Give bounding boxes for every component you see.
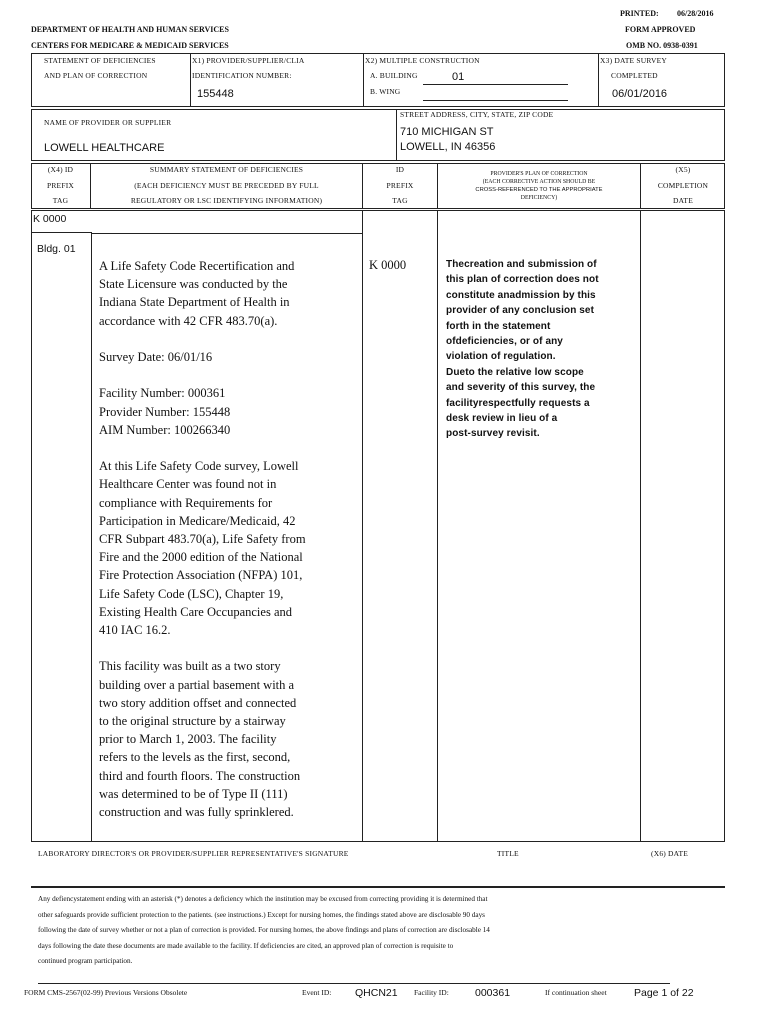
x2-label: X2) MULTIPLE CONSTRUCTION (365, 56, 480, 65)
plan-line: ofdeficiencies, or of any (446, 336, 563, 348)
plan-line: constitute anadmission by this (446, 289, 596, 301)
x3-label: X3) DATE SURVEY (600, 56, 667, 65)
id-prefix-label: PREFIX (386, 181, 414, 190)
summary-line: third and fourth floors. The construction (99, 768, 301, 783)
x5-completion-label: COMPLETION (657, 181, 709, 190)
plan-tag: K 0000 (369, 258, 407, 272)
plan-line: violation of regulation. (446, 351, 556, 363)
summary-statement (99, 257, 361, 821)
summary-line: Fire and the 2000 edition of the National (99, 550, 303, 565)
plan-sub-label-3: DEFICIENCY) (520, 195, 558, 201)
address-street: 710 MICHIGAN ST (400, 126, 494, 138)
summary-line: Participation in Medicare/Medicaid, 42 (99, 513, 296, 528)
facility-id-label: Facility ID: (414, 988, 449, 997)
summary-line: building over a partial basement with a (99, 677, 295, 692)
summary-line: AIM Number: 100266340 (99, 422, 231, 437)
summary-line: refers to the levels as the first, second, (99, 750, 291, 765)
disclaimer (38, 892, 718, 970)
plan-of-correction (446, 257, 638, 442)
plan-label: PROVIDER'S PLAN OF CORRECTION (490, 171, 588, 177)
provider-number: 155448 (197, 88, 234, 100)
x1-identification-label: IDENTIFICATION NUMBER: (192, 71, 292, 80)
wing-label: B. WING (370, 87, 401, 96)
x4-prefix-label: PREFIX (46, 181, 75, 190)
disclaimer-line: other safeguards provide sufficient protection to the patients. (see instructions.) Except for nursing homes, the findings stated above are disclosable 90 days (38, 910, 485, 919)
address-label: STREET ADDRESS, CITY, STATE, ZIP CODE (400, 110, 554, 119)
provider-name-label: NAME OF PROVIDER OR SUPPLIER (44, 118, 172, 127)
plan-line: desk review in lieu of a (446, 413, 558, 425)
building-value: 01 (452, 71, 465, 83)
summary-sub-label: (EACH DEFICIENCY MUST BE PRECEDED BY FULL (134, 181, 319, 190)
signature-label: LABORATORY DIRECTOR'S OR PROVIDER/SUPPLIER REPRESENTATIVE'S SIGNATURE (38, 849, 349, 858)
form-approved: FORM APPROVED (625, 25, 696, 34)
summary-line (99, 366, 361, 384)
plan-sub-label-2: CROSS-REFERENCED TO THE APPROPRIATE (475, 187, 603, 193)
summary-line: Provider Number: 155448 (99, 404, 231, 419)
summary-line: Survey Date: 06/01/16 (99, 350, 213, 365)
summary-line (99, 330, 361, 348)
page-number: Page 1 of 22 (634, 987, 694, 999)
summary-line: 410 IAC 16.2. (99, 623, 171, 638)
disclaimer-line: days following the date these documents are made available to the facility. If deficiencies are cited, an approved plan of correction is requisite to (38, 941, 454, 950)
form-number: FORM CMS-2567(02-99) Previous Versions Obsolete (24, 988, 188, 997)
summary-line (99, 639, 361, 657)
address-city: LOWELL, IN 46356 (400, 141, 496, 153)
summary-line (99, 439, 361, 457)
printed-label: PRINTED: (620, 9, 659, 18)
x3-completed-label: COMPLETED (611, 71, 658, 80)
provider-name: LOWELL HEALTHCARE (44, 142, 165, 154)
building-tag: Bldg. 01 (37, 243, 76, 255)
summary-line: This facility was built as a two story (99, 659, 281, 674)
summary-line: accordance with 42 CFR 483.70(a). (99, 313, 278, 328)
event-id-label: Event ID: (302, 988, 332, 997)
summary-line: Facility Number: 000361 (99, 386, 226, 401)
plan-line: forth in the statement (446, 320, 551, 332)
x5-label: (X5) (675, 165, 691, 174)
x4-label: (X4) ID (47, 165, 74, 174)
plan-correction-label: AND PLAN OF CORRECTION (44, 71, 148, 80)
summary-line: construction and was fully sprinklered. (99, 805, 294, 820)
disclaimer-line: following the date of survey whether or not a plan of correction is provided. For nursing homes, the above findings and plans of correction are disclosable 14 (38, 926, 490, 934)
event-id: QHCN21 (355, 987, 398, 999)
summary-line: was determined to be of Type II (111) (99, 786, 288, 801)
survey-completed-date: 06/01/2016 (612, 88, 668, 100)
x1-label: X1) PROVIDER/SUPPLIER/CLIA (192, 56, 305, 65)
plan-line: post-survey revisit. (446, 428, 540, 440)
summary-line: Healthcare Center was found not in (99, 477, 277, 492)
summary-sub-label-2: REGULATORY OR LSC IDENTIFYING INFORMATION) (130, 196, 323, 205)
department-name: DEPARTMENT OF HEALTH AND HUMAN SERVICES (31, 25, 229, 34)
centers-name: CENTERS FOR MEDICARE & MEDICAID SERVICES (31, 41, 229, 50)
summary-line: to the original structure by a stairway (99, 714, 286, 729)
continuation-label: If continuation sheet (545, 988, 607, 997)
deficiency-tag: K 0000 (33, 213, 67, 225)
summary-line: compliance with Requirements for (99, 495, 273, 510)
id-label: ID (395, 165, 405, 174)
plan-line: provider of any conclusion set (446, 305, 595, 317)
summary-label: SUMMARY STATEMENT OF DEFICIENCIES (149, 165, 304, 174)
disclaimer-line: Any defiencystatement ending with an asterisk (*) denotes a deficiency which the institution may be excused from correcting providing it is determined that (38, 895, 488, 903)
plan-sub-label: (EACH CORRECTIVE ACTION SHOULD BE (482, 179, 596, 185)
id-tag-label: TAG (392, 196, 408, 205)
title-label: TITLE (497, 849, 519, 858)
summary-line: Life Safety Code (LSC), Chapter 19, (99, 586, 284, 601)
plan-line: and severity of this survey, the (446, 382, 596, 394)
summary-line: CFR Subpart 483.70(a), Life Safety from (99, 532, 306, 547)
omb-number: OMB NO. 0938-0391 (626, 41, 698, 50)
disclaimer-line: continued program participation. (38, 957, 133, 965)
x6-date-label: (X6) DATE (651, 849, 689, 858)
printed-date: 06/28/2016 (677, 9, 714, 18)
summary-line: State Licensure was conducted by the (99, 277, 288, 292)
x5-date-label: DATE (673, 196, 693, 205)
plan-line: Thecreation and submission of (446, 259, 597, 270)
statement-label: STATEMENT OF DEFICIENCIES (44, 56, 156, 65)
summary-line: two story addition offset and connected (99, 695, 297, 710)
summary-line: A Life Safety Code Recertification and (99, 259, 295, 273)
summary-line: prior to March 1, 2003. The facility (99, 732, 277, 747)
x4-tag-label: TAG (52, 196, 69, 205)
plan-line: Dueto the relative low scope (446, 366, 584, 378)
plan-line: facilityrespectfully requests a (446, 397, 590, 409)
building-label: A. BUILDING (370, 71, 418, 80)
summary-line: Fire Protection Association (NFPA) 101, (99, 568, 303, 583)
summary-line: Existing Health Care Occupancies and (99, 604, 292, 619)
plan-line: this plan of correction does not (446, 274, 599, 286)
summary-line: Indiana State Department of Health in (99, 295, 290, 310)
summary-line: At this Life Safety Code survey, Lowell (99, 459, 299, 474)
facility-id: 000361 (475, 987, 511, 999)
